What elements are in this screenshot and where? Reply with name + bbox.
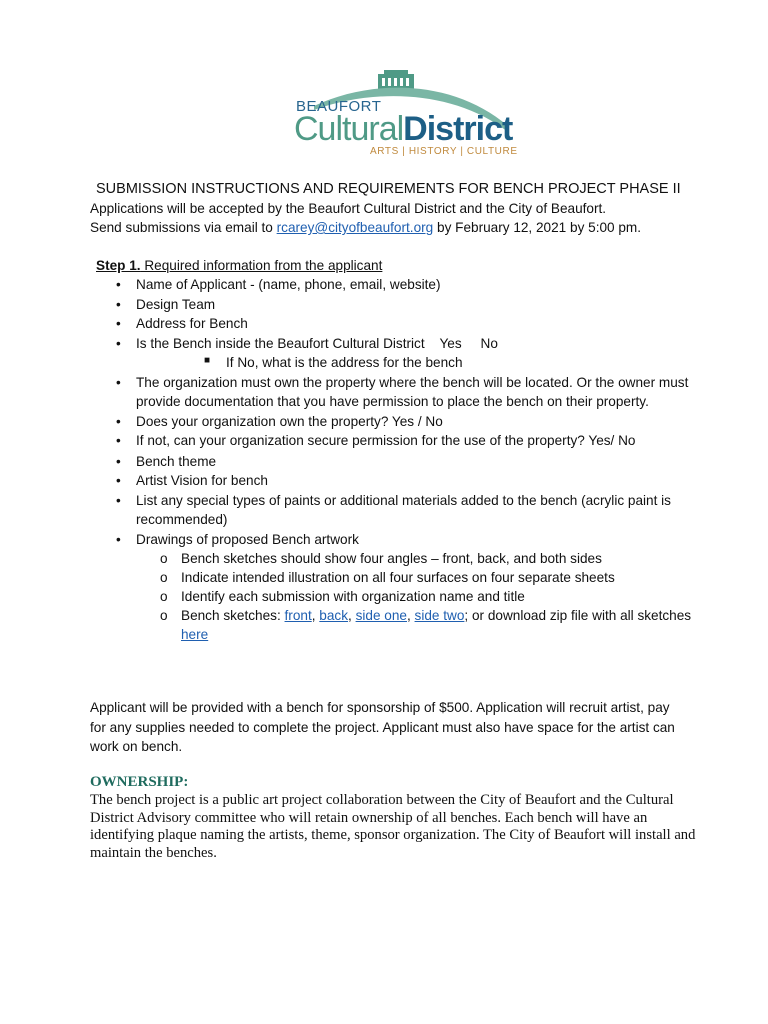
sponsorship-line-2: for any supplies needed to complete the project. Applicant must also have space for the artist can — [90, 720, 675, 735]
sub-list-item: Bench sketches should show four angles – front, back, and both sides — [181, 551, 602, 566]
step1-label: Step 1. — [96, 258, 141, 273]
list-item: Drawings of proposed Bench artwork — [136, 532, 359, 547]
bullet-icon: • — [116, 532, 121, 547]
bullet-icon: • — [116, 316, 121, 331]
bullet-icon: • — [116, 493, 121, 508]
bullet-icon: • — [116, 433, 121, 448]
sponsorship-line-3: work on bench. — [90, 739, 183, 754]
intro-line-2 — [90, 220, 641, 235]
list-item: Bench theme — [136, 454, 217, 469]
bullet-icon: • — [116, 375, 121, 390]
list-item: If not, can your organization secure permission for the use of the property? Yes/ No — [136, 433, 636, 448]
bullet-icon: • — [116, 414, 121, 429]
sub-list-item: If No, what is the address for the bench — [226, 355, 463, 370]
page-title: SUBMISSION INSTRUCTIONS AND REQUIREMENTS FOR BENCH PROJECT PHASE II — [96, 181, 681, 197]
sketch-prefix: Bench sketches: — [181, 608, 285, 623]
intro-line-2-prefix: Send submissions via email to — [90, 220, 277, 235]
sub-list-item: Indicate intended illustration on all four surfaces on four separate sheets — [181, 570, 615, 585]
ownership-heading: OWNERSHIP: — [90, 774, 189, 790]
sub-list-item: Identify each submission with organization name and title — [181, 589, 525, 604]
sketch-suffix: ; or download zip file with all sketches — [464, 608, 692, 623]
bullet-icon: • — [116, 454, 121, 469]
logo-cultural-text: Cultural — [294, 110, 404, 148]
intro-line-2-suffix: by February 12, 2021 by 5:00 pm. — [433, 220, 642, 235]
list-item: List any special types of paints or additional materials added to the bench (acrylic paint is — [136, 493, 671, 508]
list-item: Name of Applicant - (name, phone, email, website) — [136, 277, 441, 292]
email-link[interactable]: rcarey@cityofbeaufort.org — [276, 220, 434, 235]
logo — [294, 66, 518, 162]
list-item: Is the Bench inside the Beaufort Cultural District Yes No — [136, 336, 498, 351]
circle-bullet-icon: o — [160, 589, 168, 604]
circle-bullet-icon: o — [160, 570, 168, 585]
step1-heading-text: Required information from the applicant — [140, 258, 383, 273]
list-item: Design Team — [136, 297, 216, 312]
bullet-icon: • — [116, 336, 121, 351]
sketch-links-item: Bench sketches: front, back, side one, side two; or download zip file with all sketches — [181, 608, 692, 623]
bullet-icon: • — [116, 473, 121, 488]
list-item: Artist Vision for bench — [136, 473, 268, 488]
ownership-paragraph: The bench project is a public art project collaboration between the City of Beaufort and the Cultural District Advisory committee who will retain ownership of all benches. Each bench will have an identifying plaque naming the artists, theme, sponsor organization. The City of Beaufort will install and maintain the benches. — [90, 792, 696, 861]
logo-district-text: District — [403, 110, 513, 148]
logo-beaufort-text: BEAUFORT — [296, 98, 382, 115]
sketch-back-link[interactable]: back — [319, 608, 349, 623]
list-item-continuation: recommended) — [136, 512, 228, 527]
logo-tagline: ARTS | HISTORY | CULTURE — [370, 146, 518, 157]
sketch-side-two-link[interactable]: side two — [414, 608, 465, 623]
zip-download-link[interactable]: here — [181, 627, 209, 642]
logo-wordmark — [294, 110, 512, 149]
list-item: Address for Bench — [136, 316, 248, 331]
zip-download-line — [181, 627, 208, 642]
bullet-icon: • — [116, 277, 121, 292]
square-bullet-icon: ■ — [204, 355, 211, 366]
step1-heading — [96, 258, 382, 273]
list-item: The organization must own the property where the bench will be located. Or the owner must — [136, 375, 689, 390]
intro-line-1: Applications will be accepted by the Beaufort Cultural District and the City of Beaufort. — [90, 201, 607, 216]
list-item: Does your organization own the property? Yes / No — [136, 414, 443, 429]
sketch-front-link[interactable]: front — [284, 608, 312, 623]
sponsorship-line-1: Applicant will be provided with a bench for sponsorship of $500. Application will recruit artist, pay — [90, 700, 670, 715]
bullet-icon: • — [116, 297, 121, 312]
sketch-side-one-link[interactable]: side one — [355, 608, 407, 623]
list-item-continuation: provide documentation that you have permission to place the bench on their property. — [136, 394, 649, 409]
circle-bullet-icon: o — [160, 551, 168, 566]
circle-bullet-icon: o — [160, 608, 168, 623]
